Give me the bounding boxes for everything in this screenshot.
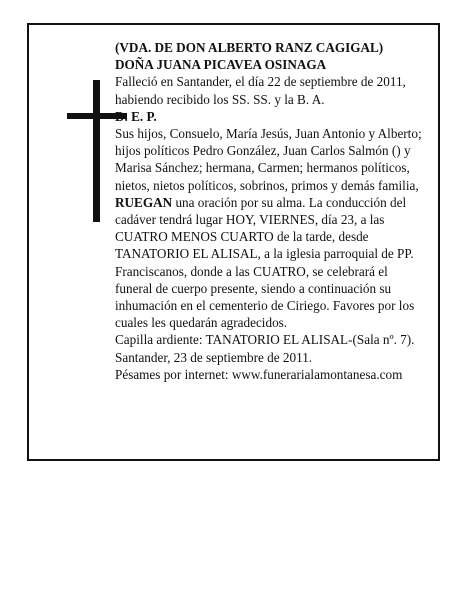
obituary-text (115, 39, 427, 383)
widow-line: (VDA. DE DON ALBERTO RANZ CAGIGAL) (115, 40, 384, 55)
family-text: Sus hijos, Consuelo, María Jesús, Juan Antonio y Alberto; hijos políticos Pedro González, Juan Carlos Salmón () y Marisa Sánchez; hermana, Carmen; hermanos políticos, nietos, nietos políticos, sobrinos, primos y demás familia, (115, 126, 422, 193)
ceremony-paragraph (115, 194, 427, 332)
date-line: Santander, 23 de septiembre de 2011. (115, 349, 313, 365)
chapel-text: Capilla ardiente: TANATORIO EL ALISAL-(Sala nº. 7). (115, 332, 415, 348)
ceremony-text: una oración por su alma. La conducción del cadáver tendrá lugar HOY, VIERNES, día 23, a las CUATRO MENOS CUARTO de la tarde, desde TANATORIO EL ALISAL, a la iglesia parroquial de PP. Franciscanos, donde a las CUATRO, se celebrará el funeral de cuerpo presente, siendo a continuación su inhumación en el cementerio de Ciriego. Favores por los cuales les quedarán agradecidos. (115, 194, 415, 331)
death-text: Falleció en Santander, el día 22 de septiembre de 2011, habiendo recibido los SS. SS. y la B. A. (115, 74, 406, 107)
cross-icon-vertical (93, 80, 100, 222)
deceased-name: DOÑA JUANA PICAVEA OSINAGA (115, 57, 327, 73)
ruegan-word: RUEGAN (115, 194, 173, 210)
dep-line: D. E. P. (115, 108, 157, 124)
condolences-line: Pésames por internet: www.funerarialamontanesa.com (115, 366, 403, 382)
